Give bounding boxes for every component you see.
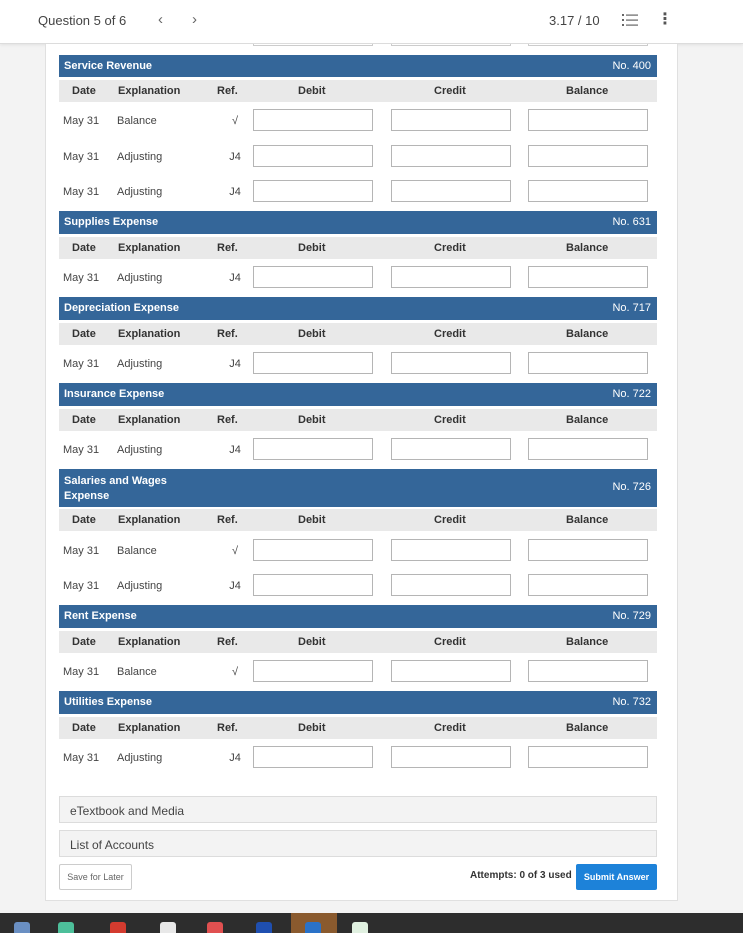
col-ref: Ref. [217, 722, 238, 734]
account-number: No. 400 [612, 60, 651, 72]
row-explanation: Adjusting [117, 580, 163, 592]
input-stub [391, 44, 511, 46]
app-icon[interactable] [207, 922, 223, 933]
row-explanation: Balance [117, 115, 157, 127]
row-explanation: Adjusting [117, 272, 163, 284]
score-display: 3.17 / 10 [549, 13, 600, 28]
col-debit: Debit [298, 328, 326, 340]
input-stub [253, 44, 373, 46]
column-header-row [59, 509, 657, 531]
submit-answer-button[interactable]: Submit Answer [576, 864, 657, 890]
credit-input[interactable] [391, 180, 511, 202]
col-ref: Ref. [217, 514, 238, 526]
column-header-row [59, 237, 657, 259]
col-explanation: Explanation [118, 722, 181, 734]
input-stub [528, 44, 648, 46]
app-icon[interactable] [256, 922, 272, 933]
debit-input[interactable] [253, 266, 373, 288]
account-name: Utilities Expense [64, 696, 153, 708]
col-debit: Debit [298, 636, 326, 648]
save-for-later-button[interactable]: Save for Later [59, 864, 132, 890]
col-ref: Ref. [217, 328, 238, 340]
top-bar [0, 0, 743, 44]
row-explanation: Balance [117, 666, 157, 678]
col-credit: Credit [434, 636, 466, 648]
col-debit: Debit [298, 414, 326, 426]
credit-input[interactable] [391, 266, 511, 288]
row-date: May 31 [63, 666, 100, 678]
debit-input[interactable] [253, 352, 373, 374]
col-date: Date [72, 85, 96, 97]
col-date: Date [72, 514, 96, 526]
etextbook-section[interactable]: eTextbook and Media [59, 796, 657, 823]
row-ref: J4 [229, 580, 241, 592]
ledger-row [59, 539, 657, 563]
col-balance: Balance [566, 414, 609, 426]
col-date: Date [72, 636, 96, 648]
account-name: Depreciation Expense [64, 302, 179, 314]
row-ref: J4 [229, 752, 241, 764]
ledger-row [59, 352, 657, 376]
row-ref: J4 [229, 272, 241, 284]
taskbar [0, 913, 743, 933]
credit-input[interactable] [391, 574, 511, 596]
row-date: May 31 [63, 186, 100, 198]
col-explanation: Explanation [118, 636, 181, 648]
ledger-row [59, 266, 657, 290]
row-date: May 31 [63, 444, 100, 456]
row-ref: J4 [229, 151, 241, 163]
col-ref: Ref. [217, 85, 238, 97]
app-icon[interactable] [14, 922, 30, 933]
account-header [59, 691, 657, 714]
col-explanation: Explanation [118, 85, 181, 97]
account-name: Salaries and Wages Expense [64, 475, 167, 502]
col-balance: Balance [566, 242, 609, 254]
account-name: Service Revenue [64, 60, 153, 72]
row-ref: √ [231, 545, 239, 557]
col-credit: Credit [434, 722, 466, 734]
row-explanation: Adjusting [117, 186, 163, 198]
attempts-label: Attempts: 0 of 3 used [470, 870, 572, 881]
list-of-accounts-section[interactable]: List of Accounts [59, 830, 657, 857]
row-explanation: Adjusting [117, 358, 163, 370]
account-number: No. 732 [612, 696, 651, 708]
row-date: May 31 [63, 272, 100, 284]
account-name: Supplies Expense [64, 216, 159, 228]
row-date: May 31 [63, 580, 100, 592]
app-icon[interactable] [352, 922, 368, 933]
balance-input[interactable] [528, 352, 648, 374]
row-explanation: Adjusting [117, 752, 163, 764]
account-header [59, 211, 657, 234]
col-date: Date [72, 328, 96, 340]
more-options-icon[interactable]: ⋮ [657, 11, 673, 28]
column-header-row [59, 80, 657, 102]
balance-input[interactable] [528, 660, 648, 682]
debit-input[interactable] [253, 145, 373, 167]
credit-input[interactable] [391, 109, 511, 131]
next-question-button[interactable]: › [192, 11, 197, 28]
row-explanation: Balance [117, 545, 157, 557]
debit-input[interactable] [253, 438, 373, 460]
debit-input[interactable] [253, 539, 373, 561]
app-icon[interactable] [58, 922, 74, 933]
col-date: Date [72, 722, 96, 734]
row-explanation: Adjusting [117, 444, 163, 456]
debit-input[interactable] [253, 180, 373, 202]
col-credit: Credit [434, 85, 466, 97]
credit-input[interactable] [391, 660, 511, 682]
col-debit: Debit [298, 85, 326, 97]
col-credit: Credit [434, 414, 466, 426]
credit-input[interactable] [391, 145, 511, 167]
col-date: Date [72, 242, 96, 254]
credit-input[interactable] [391, 539, 511, 561]
row-ref: √ [231, 666, 239, 678]
balance-input[interactable] [528, 266, 648, 288]
credit-input[interactable] [391, 746, 511, 768]
column-header-row [59, 323, 657, 345]
row-date: May 31 [63, 752, 100, 764]
balance-input[interactable] [528, 180, 648, 202]
row-ref: √ [231, 115, 239, 127]
column-header-row [59, 631, 657, 653]
app-icon[interactable] [305, 922, 321, 933]
app-icon[interactable] [110, 922, 126, 933]
col-ref: Ref. [217, 242, 238, 254]
account-number: No. 722 [612, 388, 651, 400]
app-icon[interactable] [160, 922, 176, 933]
debit-input[interactable] [253, 746, 373, 768]
ledger-row [59, 145, 657, 169]
ledger-row [59, 109, 657, 133]
balance-input[interactable] [528, 145, 648, 167]
col-explanation: Explanation [118, 414, 181, 426]
prev-question-button[interactable]: ‹ [158, 11, 163, 28]
account-header [59, 297, 657, 320]
col-explanation: Explanation [118, 514, 181, 526]
row-date: May 31 [63, 358, 100, 370]
ledger-row [59, 180, 657, 204]
balance-input[interactable] [528, 746, 648, 768]
row-ref: J4 [229, 444, 241, 456]
balance-input[interactable] [528, 109, 648, 131]
col-balance: Balance [566, 722, 609, 734]
account-number: No. 717 [612, 302, 651, 314]
account-header [59, 605, 657, 628]
account-number: No. 726 [612, 481, 651, 493]
account-number: No. 729 [612, 610, 651, 622]
column-header-row [59, 717, 657, 739]
balance-input[interactable] [528, 438, 648, 460]
ledger-row [59, 574, 657, 598]
account-header [59, 55, 657, 77]
col-explanation: Explanation [118, 242, 181, 254]
ledger-row [59, 746, 657, 770]
col-balance: Balance [566, 328, 609, 340]
question-label: Question 5 of 6 [38, 13, 127, 28]
col-credit: Credit [434, 328, 466, 340]
debit-input[interactable] [253, 660, 373, 682]
col-credit: Credit [434, 514, 466, 526]
row-date: May 31 [63, 151, 100, 163]
col-debit: Debit [298, 514, 326, 526]
row-date: May 31 [63, 115, 100, 127]
col-debit: Debit [298, 242, 326, 254]
col-credit: Credit [434, 242, 466, 254]
col-date: Date [72, 414, 96, 426]
col-ref: Ref. [217, 636, 238, 648]
question-list-icon[interactable] [622, 13, 638, 27]
col-balance: Balance [566, 85, 609, 97]
col-balance: Balance [566, 636, 609, 648]
ledger-row [59, 660, 657, 684]
column-header-row [59, 409, 657, 431]
account-header [59, 383, 657, 406]
row-ref: J4 [229, 358, 241, 370]
account-number: No. 631 [612, 216, 651, 228]
col-balance: Balance [566, 514, 609, 526]
col-ref: Ref. [217, 414, 238, 426]
credit-input[interactable] [391, 438, 511, 460]
balance-input[interactable] [528, 539, 648, 561]
col-explanation: Explanation [118, 328, 181, 340]
balance-input[interactable] [528, 574, 648, 596]
account-header [59, 469, 657, 507]
account-name: Insurance Expense [64, 388, 165, 400]
ledger-row [59, 438, 657, 462]
row-date: May 31 [63, 545, 100, 557]
account-name: Rent Expense [64, 610, 137, 622]
row-ref: J4 [229, 186, 241, 198]
debit-input[interactable] [253, 109, 373, 131]
row-explanation: Adjusting [117, 151, 163, 163]
col-debit: Debit [298, 722, 326, 734]
credit-input[interactable] [391, 352, 511, 374]
debit-input[interactable] [253, 574, 373, 596]
